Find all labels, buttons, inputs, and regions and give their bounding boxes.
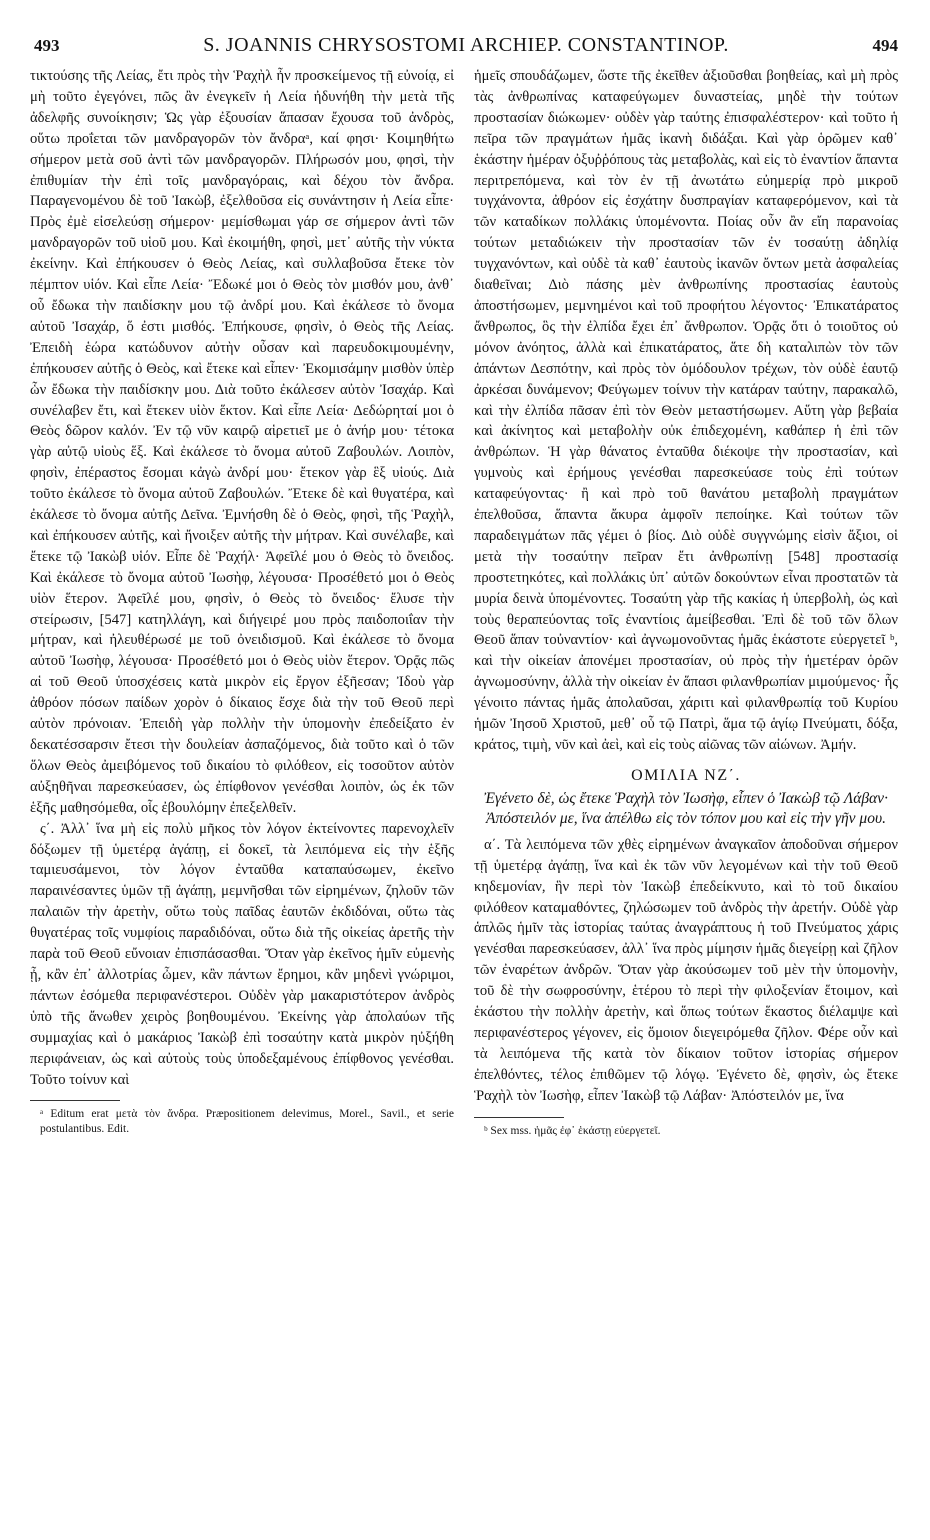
left-column	[30, 66, 454, 1137]
left-paragraph-2: ς΄. Ἀλλ᾽ ἵνα μὴ εἰς πολὺ μῆκος τὸν λόγον ἐκτείνοντες παρενοχλεῖν δόξωμεν τῇ ὑμετέρᾳ ἀγάπῃ, εἰ δοκεῖ, τὰ λειπόμενα εἰς τὴν ἑξῆς ταμιευσάμενοι, τὸν λόγον ἐνταῦθα καταπαύσωμεν, ἐκεῖνο παραινέσαντες ὑμῶν τῇ ἀγάπῃ, μεμνῆσθαι τῶν εἰρημένων, ζηλοῦν τῶν παλαιῶν τὴν ἀρετὴν, οὕτω τοὺς παῖδας ἑαυτῶν ἐκδιδόναι, οὕτω τὰς θυγατέρας τοῖς νυμφίοις παραδιδόναι, οὕτω διὰ τῆς οἰκείας ἀρετῆς τὴν παρὰ τοῦ Θεοῦ εὔνοιαν ἐπισπάσασθαι. Ὅταν γὰρ ἐκεῖνος ἡμῖν εὐμενὴς ᾖ, κἂν ἐπ᾽ ἀλλοτρίας ὦμεν, κἂν πάντων ἔρημοι, κἂν μηδενὶ γνώριμοι, πάντων ἐσόμεθα περιφανέστεροι. Οὐδὲν γὰρ μακαριστότερον ἀνδρὸς ὑπὸ τῆς ἄνωθεν χειρὸς βοηθουμένου. Ἐκείνης γὰρ ἀπολαύων τῆς συμμαχίας καὶ ὁ μακάριος Ἰακὼβ ἐπὶ τοσαύτην κατὰ μικρὸν ηὐξήθη περιφάνειαν, ὡς καὶ αὐτοὺς τοὺς ὑποδεξαμένους ἐπίφθονος γενέσθαι. Τοῦτο τοίνυν καὶ	[30, 820, 454, 1088]
right-paragraph-2: α΄. Τὰ λειπόμενα τῶν χθὲς εἰρημένων ἀναγκαῖον ἀποδοῦναι σήμερον τῇ ὑμετέρᾳ ἀγάπῃ, ἵνα καὶ ἐκ τῶν νῦν λεγομένων καὶ τὴν τοῦ Θεοῦ κηδεμονίαν, ἣν περὶ τὸν Ἰακὼβ ἐπεδείκνυτο, καὶ τὸ τοῦ δικαίου φιλόθεον καταμαθόντες, ζηλώσωμεν τοῦ ἀνδρὸς τὴν ἀρετήν. Οὐδὲ γὰρ ἁπλῶς ἡμῖν τὰς ἱστορίας ταύτας ἀναγράπτους ἡ τοῦ Πνεύματος χάρις γενέσθαι παρεσκεύασεν, ἀλλ᾽ ἵνα πρὸς μίμησιν ἡμᾶς διεγείρῃ καὶ ζῆλον τῶν ἐναρέτων ἀνδρῶν. Ὅταν γὰρ ἀκούσωμεν τοῦ μὲν τὴν ὑπομονὴν, τοῦ δὲ τὴν σωφροσύνην, ἑτέρου τὸ περὶ τὴν φιλοξενίαν ἕτοιμον, καὶ ἑκάστου τὴν πολλὴν ἀρετὴν, καὶ ὅπως τούτων ἕκαστος διέλαμψε καὶ περιφανέστερος γέγονεν, εἰς ὅμοιον διεγειρόμεθα ζῆλον. Φέρε οὖν καὶ τὰ λειπόμενα τῆς κατὰ τὸν δίκαιον τοῦτον ἱστορίας σήμερον ἐπελθόντες, τέλος ἐπιθῶμεν τῷ λόγῳ. Ἐγένετο δὲ, φησὶν, ὡς ἔτεκε Ῥαχὴλ τὸν Ἰωσὴφ, εἶπεν Ἰακὼβ τῷ Λάβαν· Ἀπόστειλόν με, ἵνα	[474, 836, 898, 1104]
footnote-rule-right	[474, 1117, 564, 1118]
footnote-b: ᵇ Sex mss. ἡμᾶς ἐφ᾽ ἑκάστῃ εὐεργετεῖ.	[484, 1124, 661, 1137]
running-header	[30, 30, 902, 60]
left-paragraph-1: τικτούσης τῆς Λείας, ἔτι πρὸς τὴν Ῥαχὴλ ἦν προσκείμενος τῇ εὐνοίᾳ, εἰ μὴ τοῦτο ἐγεγόνει, πῶς ἂν ἐνεγκεῖν ἡ Λεία ἠδυνήθη τὴν μετὰ τῆς ἀδελφῆς συνοίκησιν; Ὡς γὰρ ἐξουσίαν ἅπασαν ἔχουσα τοῦ ἀνδρὸς, οὕτω προΐεται τῶν μανδραγορῶν τὸν ἄνδραᵃ, καί φησι· Κοιμηθήτω σήμερον μετὰ σοῦ ἀντὶ τῶν μανδραγορῶν. Πλήρωσόν μου, φησὶ, τὴν ἐπιθυμίαν τὴν ἐπὶ τοῖς μανδραγόραις, καὶ δέχου τὸν ἄνδρα. Παραγενομένου δὲ τοῦ Ἰακὼβ, ἐξελθοῦσα εἰς συνάντησιν ἡ Λεία εἶπε· Πρὸς ἐμὲ εἰσελεύσῃ σήμερον· μεμίσθωμαι γάρ σε σήμερον ἀντὶ τῶν μανδραγορῶν τοῦ υἱοῦ μου. Καὶ ἐκοιμήθη, φησὶ, μετ᾽ αὐτῆς τὴν νύκτα ἐκείνην. Καὶ ἐπήκουσεν ὁ Θεὸς Λείας, καὶ συλλαβοῦσα ἔτεκε τὸν πέμπτον υἱόν. Καὶ εἶπε Λεία· Ἔδωκέ μοι ὁ Θεὸς τὸν μισθόν μου, ἀνθ᾽ οὗ ἔδωκα τὴν παιδίσκην μου τῷ ἀνδρί μου. Καὶ ἐκάλεσε τὸ ὄνομα αὐτοῦ Ἰσαχάρ, ὅ ἐστι μισθός. Ἐπήκουσε, φησὶν, ὁ Θεὸς τῆς Λείας. Ἐπειδὴ ἑώρα κατώδυνον αὐτὴν οὖσαν καὶ παρευδοκιμουμένην, ἐπήκουσεν αὐτῆς ὁ Θεὸς, καὶ ἔτεκε καὶ εἶπεν· Ἐκομισάμην μισθὸν ὑπὲρ ὧν ἔδωκα τὴν παιδίσκην μου. Διὰ τοῦτο ἐκάλεσεν αὐτὸν Ἰσαχάρ. Καὶ συνέλαβεν ἔτι, καὶ ἔτεκεν υἱὸν ἕκτον. Καὶ εἶπε Λεία· Δεδώρηταί μοι ὁ Θεὸς δῶρον καλόν. Ἐν τῷ νῦν καιρῷ αἱρετιεῖ με ὁ ἀνήρ μου· τέτοκα γὰρ αὐτῷ υἱοὺς ἕξ. Καὶ ἐκάλεσε τὸ ὄνομα αὐτοῦ Ζαβουλών. Λοιπὸν, φησὶν, ἐπέραστος ἔσομαι κἀγὼ ἀνδρί μου· ἔτεκον γὰρ ἓξ υἱούς. Διὰ τοῦτο ἐκάλεσε τὸ ὄνομα αὐτοῦ Ζαβουλών. Ἔτεκε δὲ καὶ θυγατέρα, καὶ ἐκάλεσε τὸ ὄνομα αὐτῆς Δεῖνα. Ἐμνήσθη δὲ ὁ Θεὸς, φησὶ, τῆς Ῥαχὴλ, καὶ ἐπήκουσεν αὐτῆς, καὶ ἤνοιξεν αὐτῆς τὴν μήτραν. Καὶ συνέλαβε, καὶ ἔτεκε τῷ Ἰακὼβ υἱόν. Εἶπε δὲ Ῥαχήλ· Ἀφεῖλέ μου ὁ Θεὸς τὸ ὄνειδος. Καὶ ἐκάλεσε τὸ ὄνομα αὐτοῦ Ἰωσὴφ, λέγουσα· Προσέθετό μοι ὁ Θεὸς υἱὸν ἕτερον. Ἀφεῖλέ μου, φησὶν, ὁ Θεὸς τὸ ὄνειδος· ἔλυσε τὴν στείρωσιν, [547] κατηλλάγη, καὶ διήγειρέ μου πρὸς παιδοποιΐαν τὴν μήτραν, καὶ ἠλευθέρωσέ με τοῦ ὀνειδισμοῦ. Καὶ ἐκάλεσε τὸ ὄνομα αὐτοῦ Ἰωσὴφ, λέγουσα· Προσέθετό μοι ὁ Θεὸς υἱὸν ἕτερον. Ὁρᾷς πῶς αἱ τοῦ Θεοῦ ὑποσχέσεις κατὰ μικρὸν εἰς ἔργον ἐξῆεσαν; Ἰδοὺ γὰρ ἀθρόον πόσων παίδων χορὸν ὁ δίκαιος ἔσχε διὰ τὴν τοῦ Θεοῦ περὶ αὐτὸν πρόνοιαν. Ἐπειδὴ γὰρ πολλὴν τὴν ὑπομονὴν ἐπεδείξατο ἐν δεκατέσσαρσιν ἔτεσι τὴν δουλείαν ἀσπαζόμενος, διὰ τοῦτο καὶ ὁ τῶν ὅλων Θεὸς ἀμειβόμενος τοῦ δικαίου τὸ φιλόθεον, εἰς τοσοῦτον αὐτὸν αὐξηθῆναι παρεσκεύασεν, ὡς ἐπίφθονον γενέσθαι λοιπὸν, ὡς ἐκ τῶν ἑξῆς μαθησόμεθα, οἷς ἐβουλόμην ἐπεξελθεῖν.	[30, 68, 454, 816]
right-column	[474, 66, 898, 1139]
footnote-a: ᵃ Editum erat μετὰ τὸν ἄνδρα. Præpositionem delevimus, Morel., Savil., et serie postulantibus. Edit.	[40, 1108, 454, 1136]
page-number-right: 494	[872, 36, 898, 55]
footnote-rule-left	[30, 1100, 120, 1101]
page-number-left: 493	[34, 36, 60, 55]
homily-lemma: Ἐγένετο δὲ, ὡς ἔτεκε Ῥαχὴλ τὸν Ἰωσὴφ, εἶπεν ὁ Ἰακὼβ τῷ Λάβαν· Ἀπόστειλόν με, ἵνα ἀπέλθω εἰς τὸν τόπον μου καὶ εἰς τὴν γῆν μου.	[484, 789, 888, 827]
right-paragraph-1: ἡμεῖς σπουδάζωμεν, ὥστε τῆς ἐκεῖθεν ἀξιοῦσθαι βοηθείας, καὶ μὴ πρὸς τὰς ἀνθρωπίνας καταφεύγωμεν δυναστείας, μηδὲ τὴν τούτων προστασίαν διώκωμεν· οὐδὲν γὰρ ταύτης ἐπισφαλέστερον· καὶ τοῦτο ἡ πεῖρα τῶν πραγμάτων ἡμᾶς ἱκανὴ διδάξαι. Καὶ γὰρ ὁρῶμεν καθ᾽ ἑκάστην ἡμέραν ὀξυῤῥόπους τὰς μεταβολὰς, καὶ εἰς τὸ ἐναντίον ἅπαντα περιτρεπόμενα, καὶ τὸν ἐν τῇ ἀνωτάτω εὐημερίᾳ πρὸ μικροῦ τυγχάνοντα, ἀθρόον εἰς ἐσχάτην δυσπραγίαν καταφερόμενον, καὶ τὰ τῶν καταδίκων πολλάκις ὑπομένοντα. Ποίας οὖν ἂν εἴη παρανοίας τούτων μεταδιώκειν τὴν προστασίαν τῶν ἐν τοσαύτῃ ἀδηλίᾳ τυγχανόντων, καὶ οὐδὲ τὰ καθ᾽ ἑαυτοὺς ἱκανῶν ὄντων μετὰ ἀσφαλείας διαθεῖναι; Διὸ πάσης μὲν ἀνθρωπίνης προστασίας ἑαυτοὺς ἀποστήσωμεν, μεμνημένοι καὶ τοῦ προφήτου λέγοντος· Ἐπικατάρατος ἄνθρωπος, ὃς τὴν ἐλπίδα ἔχει ἐπ᾽ ἄνθρωπον. Ὁρᾷς ὅτι ὁ τοιοῦτος οὐ μόνον ἀνόητος, ἀλλὰ καὶ ἐπικατάρατος, ἅτε δὴ καταλιπὼν τὸν τῶν ἁπάντων Δεσπότην, καὶ πρὸς τὸν ὁμόδουλον τρέχων, τὸν οὐδὲ ἑαυτῷ ἀρκέσαι δυνάμενον; Φεύγωμεν τοίνυν τὴν κατάραν ταύτην, παρακαλῶ, καὶ τὴν ἐλπίδα πᾶσαν ἐπὶ τὸν Θεὸν μεταστήσωμεν. Αὕτη γὰρ βεβαία καὶ ἀκίνητος καὶ μεταβολὴν οὐκ ἐπιδεχομένη, καθάπερ ἡ ἐπὶ τῶν ἀνθρώπων. Ἡ γὰρ θάνατος ἐνταῦθα διέκοψε τὴν προστασίαν, καὶ γυμνοὺς καὶ ἐρήμους γενέσθαι παρεσκεύασε τοὺς ἐπὶ τούτων καταφεύγοντας· ἢ καὶ πρὸ τοῦ θανάτου μεταβολὴ πραγμάτων ἐπελθοῦσα, ἅπαντα ἄκυρα ἀμφοῖν πεποίηκε. Καὶ τούτων τῶν παραδειγμάτων πᾶς γέμει ὁ βίος. Διὸ οὐδὲ συγγνώμης εἰσὶν ἄξιοι, οἱ μετὰ τὴν τοσαύτην πεῖραν ἔτι ἀνθρωπίνῃ [548] προστασίᾳ προστετηκότες, καὶ πολλάκις ὑπ᾽ αὐτῶν δοκούντων εἶναι προστατῶν τὰ μυρία δεινὰ ὑπομένοντες. Τοσαύτη γὰρ τῆς κακίας ἡ ὑπερβολὴ, ὡς καὶ τοὺς θεραπεύοντας τοῖς ἐναντίοις ἀμείβεσθαι. Ἐπὶ δὲ τοῦ τῶν ὅλων Θεοῦ ἅπαν τοὐναντίον· καὶ ἀγνωμονοῦντας ἡμᾶς ἑκάστοτε εὐεργετεῖ ᵇ, καὶ τὴν οἰκείαν ἀπονέμει προστασίαν, οὐ πρὸς τὴν ἡμετέραν ὁρῶν ἀγνωμοσύνην, ἀλλὰ τὴν οἰκείαν ἐν ἅπασι φιλανθρωπίαν μιμούμενος· ἧς γένοιτο πάντας ἡμᾶς ἀπολαῦσαι, χάριτι καὶ φιλανθρωπίᾳ τοῦ Κυρίου ἡμῶν Ἰησοῦ Χριστοῦ, μεθ᾽ οὗ τῷ Πατρὶ, ἅμα τῷ ἁγίῳ Πνεύματι, δόξα, κράτος, τιμὴ, νῦν καὶ ἀεὶ, καὶ εἰς τοὺς αἰῶνας τῶν αἰώνων. Ἀμήν.	[474, 68, 898, 753]
running-title: S. JOANNIS CHRYSOSTOMI ARCHIEP. CONSTANTINOP.	[203, 34, 729, 56]
homily-title: ΟΜΙΛΙΑ ΝΖ΄.	[631, 766, 741, 784]
